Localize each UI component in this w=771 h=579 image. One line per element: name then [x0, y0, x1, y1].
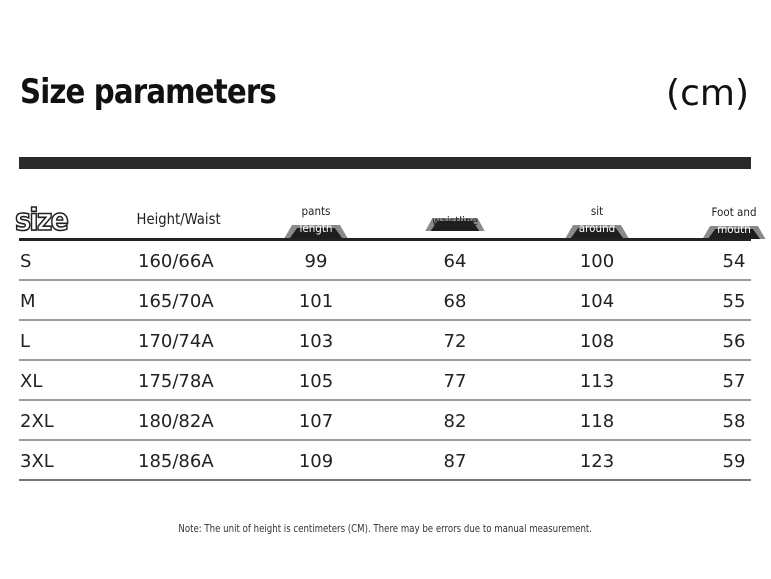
measurement-note-text: Note: The unit of height is centimeters (CM). There may be errors due to manual measurement.: [178, 523, 593, 535]
cell-sit-around: 108: [579, 331, 615, 352]
cell-pants-length: 103: [298, 331, 334, 352]
cell-waistline: 72: [443, 331, 467, 352]
cell-pants-length: 101: [298, 291, 334, 312]
cell-sit-around: 104: [579, 291, 615, 312]
cell-waistline: 64: [443, 251, 467, 272]
cell-pants-length: 109: [298, 451, 334, 472]
cell-foot-mouth: 54: [722, 251, 746, 272]
header-height-waist: Height/Waist: [136, 210, 221, 228]
cell-height-waist: 175/78A: [138, 371, 214, 392]
header-pants-length: [285, 203, 348, 238]
cell-foot-mouth: 59: [722, 451, 746, 472]
cell-size: XL: [20, 371, 43, 392]
table-row: [19, 281, 751, 321]
table-row: [19, 321, 751, 361]
cell-size: L: [20, 331, 31, 352]
header-sit-around-line1: sit: [590, 204, 604, 218]
size-table-body: [19, 241, 751, 481]
header-foot-mouth: [703, 204, 766, 239]
unit-label: (cm): [666, 73, 749, 114]
cell-height-waist: 160/66A: [138, 251, 214, 272]
cell-waistline: 82: [443, 411, 467, 432]
table-row: [19, 401, 751, 441]
header-sit-around-line2: around: [578, 221, 616, 235]
cell-sit-around: 100: [579, 251, 615, 272]
cell-size: 3XL: [20, 451, 54, 472]
table-header: [15, 200, 757, 240]
cell-size: 2XL: [20, 411, 54, 432]
cell-foot-mouth: 56: [722, 331, 746, 352]
measurement-note: [0, 523, 771, 535]
table-row: [19, 361, 751, 401]
header-pants-length-line1: pants: [301, 204, 331, 218]
cell-waistline: 87: [443, 451, 467, 472]
header-foot-mouth-line2: mouth: [717, 222, 751, 236]
header-waistline: [424, 213, 487, 231]
title-divider-bar: [19, 157, 751, 169]
cell-sit-around: 113: [579, 371, 615, 392]
cell-pants-length: 99: [304, 251, 328, 272]
cell-sit-around: 123: [579, 451, 615, 472]
header-foot-mouth-line1: Foot and: [711, 205, 757, 219]
cell-size: S: [20, 251, 32, 272]
page-title: Size parameters: [20, 72, 276, 112]
cell-foot-mouth: 55: [722, 291, 746, 312]
table-row: [19, 241, 751, 281]
cell-height-waist: 170/74A: [138, 331, 214, 352]
cell-pants-length: 107: [298, 411, 334, 432]
cell-sit-around: 118: [579, 411, 615, 432]
header-waistline-label: waistline: [432, 214, 478, 228]
cell-height-waist: 185/86A: [138, 451, 214, 472]
header-sit-around: [566, 203, 629, 238]
header-size: size: [15, 203, 68, 238]
header-pants-length-line2: length: [299, 221, 333, 235]
cell-pants-length: 105: [298, 371, 334, 392]
cell-height-waist: 165/70A: [138, 291, 214, 312]
cell-foot-mouth: 57: [722, 371, 746, 392]
cell-height-waist: 180/82A: [138, 411, 214, 432]
table-row: [19, 441, 751, 481]
cell-waistline: 68: [443, 291, 467, 312]
cell-waistline: 77: [443, 371, 467, 392]
cell-size: M: [20, 291, 36, 312]
cell-foot-mouth: 58: [722, 411, 746, 432]
